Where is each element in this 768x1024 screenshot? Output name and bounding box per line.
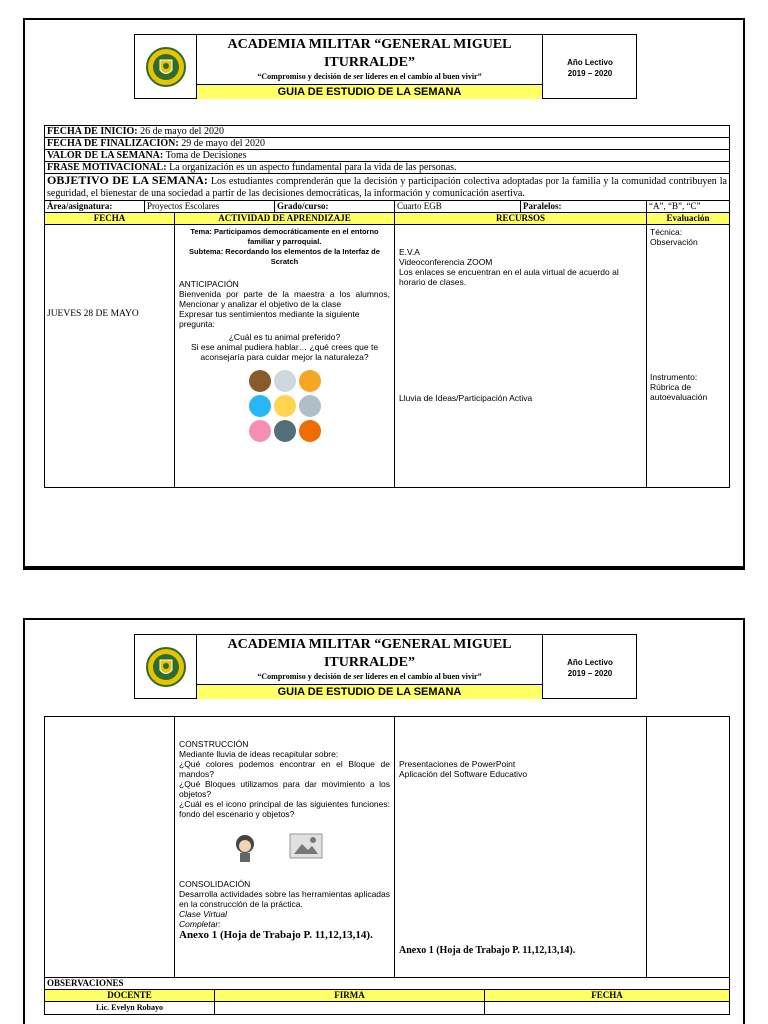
school-year [543,35,637,99]
resource-powerpoint: Presentaciones de PowerPoint [399,759,516,769]
question-nature: Si ese animal pudiera hablar… ¿qué crees que te aconsejaría para cuidar mejor la naturaleza? [190,342,379,362]
docente-label: DOCENTE [45,990,215,1001]
objective-text: Los estudiantes comprenderán que la decisión y participación colectiva adoptadas por la familia y la comunidad contribuyen la seguridad, el bienestar de una sociedad a partir de las decisiones democráticas, la información y comunicación asertiva. [47,176,727,199]
start-date-row [45,126,729,138]
grade-value: Cuarto EGB [395,201,521,212]
row-date: JUEVES 28 DE MAYO [47,309,139,319]
guide-title: GUIA DE ESTUDIO DE LA SEMANA [197,684,542,699]
giraffe-icon [274,395,296,417]
header-recursos: RECURSOS [395,213,647,224]
subject-row [45,201,729,213]
backdrop-image-icon [289,833,323,859]
parallel-value: “A”, “B”, “C” [649,201,701,211]
phrase-text: La organización es un aspecto fundamental para la vida de las personas. [169,162,457,173]
resource-links: Los enlaces se encuentran en el aula virtual de acuerdo al horario de clases. [399,267,619,287]
school-logo [135,35,197,99]
signature-row [45,1002,729,1014]
school-motto: “Compromiso y decisión de ser líderes en el cambio al buen vivir” [257,72,482,81]
grade-label: Grado/curso: [275,201,395,212]
anexo-left: Anexo 1 (Hoja de Trabajo P. 11,12,13,14). [179,929,373,941]
guide-title: GUIA DE ESTUDIO DE LA SEMANA [197,84,542,99]
anexo-right: Anexo 1 (Hoja de Trabajo P. 11,12,13,14). [399,945,576,956]
wolf-icon [274,420,296,442]
question-bloques: ¿Qué Bloques utilizamos para dar movimiento a los objetos? [179,779,390,799]
resource-eva: E.V.A [399,247,420,257]
objective-label: OBJETIVO DE LA SEMANA: [47,173,208,187]
scratch-icons [231,833,390,863]
parallel-label: Paralelos: [521,201,647,212]
observations-section [44,978,730,1015]
school-motto: “Compromiso y decisión de ser líderes en el cambio al buen vivir” [257,672,482,681]
question-icono: ¿Cuál es el icono principal de las siguientes funciones: fondo del escenario y objetos? [179,799,390,819]
pig-icon [249,420,271,442]
week-value-label: VALOR DE LA SEMANA: [47,150,164,161]
eval-tecnica-value: Observación [650,237,698,247]
consolidacion-text: Desarrolla actividades sobre las herramientas aplicadas en la construcción de la práctica. [179,889,390,909]
consolidacion-title: CONSOLIDACIÓN [179,879,251,889]
eval-tecnica-label: Técnica: [650,227,683,237]
tema-text: Tema: Participamos democráticamente en el entorno familiar y parroquial. [190,227,379,246]
construccion-title: CONSTRUCCIÓN [179,739,249,749]
anticipacion-text: Bienvenida por parte de la maestra a los alumnos, Mencionar y analizar el objetivo de la clase [179,289,390,309]
date-cell-2 [45,717,175,977]
year-label: Año Lectivo [567,58,613,67]
school-title-line2: ITURRALDE” [323,655,415,670]
lion-icon [299,370,321,392]
resource-zoom: Videoconferencia ZOOM [399,257,493,267]
area-label: Área/asignatura: [45,201,145,212]
anticipacion-title: ANTICIPACIÓN [179,279,239,289]
resource-software: Aplicación del Software Educativo [399,769,528,779]
title-area-2 [197,635,543,699]
info-table [44,125,730,488]
header-box [134,34,637,99]
bear-icon [249,370,271,392]
week-value-text: Toma de Decisiones [165,150,247,161]
end-date-row [45,138,729,150]
firma-label: FIRMA [215,990,485,1001]
clase-virtual: Clase Virtual [179,909,228,919]
header-actividad: ACTIVIDAD DE APRENDIZAJE [175,213,395,224]
evaluation-cell [647,225,729,487]
shield-icon [146,645,186,689]
elephant-icon [249,395,271,417]
eval-instrument-value: Rúbrica de autoevaluación [650,382,708,402]
animals-image [249,370,390,442]
end-date-label: FECHA DE FINALIZACIÓN: [47,138,179,149]
eval-instrument-label: Instrumento: [650,372,698,382]
phrase-label: FRASE MOTIVACIONAL: [47,162,167,173]
date-cell [45,225,175,487]
fecha-label: FECHA [591,990,623,1000]
firma-value [215,1002,485,1014]
school-title-line2: ITURRALDE” [323,55,415,70]
school-title-line1: ACADEMIA MILITAR “GENERAL MIGUEL [227,37,512,52]
fox-icon [299,420,321,442]
year-value: 2019 – 2020 [567,69,613,78]
activity-row-2 [44,716,730,978]
table-header-row [45,213,729,225]
area-value: Proyectos Escolares [145,201,275,212]
week-value-row [45,150,729,162]
school-year-2 [543,635,637,699]
header-fecha: FECHA [45,213,175,224]
completar-label: Completar: [179,919,221,929]
docente-value: Lic. Evelyn Robayo [45,1002,215,1014]
resources-cell-2 [395,717,647,977]
header-box-2 [134,634,637,699]
school-logo-2 [135,635,197,699]
year-value: 2019 – 2020 [567,669,613,678]
shield-icon [146,45,186,89]
subtema-text: Subtema: Recordando los elementos de la Interfaz de Scratch [189,247,380,266]
year-label: Año Lectivo [567,658,613,667]
activity-cell [175,225,395,487]
rabbit-icon [274,370,296,392]
sprite-icon [231,833,259,863]
construccion-intro: Mediante lluvia de ideas recapitular sobre: [179,749,339,759]
school-title-line1: ACADEMIA MILITAR “GENERAL MIGUEL [227,637,512,652]
cat-icon [299,395,321,417]
observations-label: OBSERVACIONES [45,978,729,990]
resource-lluvia: Lluvia de Ideas/Participación Activa [399,393,533,403]
start-date-value: 26 de mayo del 2020 [140,126,224,137]
title-area [197,35,543,99]
header-evaluacion: Evaluación [666,213,710,223]
signature-header [45,990,729,1002]
document-page-1 [23,18,745,570]
start-date-label: FECHA DE INICIO: [47,126,138,137]
document-page-2 [23,618,745,1024]
expresar-text: Expresar tus sentimientos mediante la siguiente pregunta: [179,309,360,329]
resources-cell [395,225,647,487]
question-animal: ¿Cuál es tu animal preferido? [228,332,341,342]
evaluation-cell-2 [647,717,729,977]
fecha-value [485,1002,729,1014]
end-date-value: 29 de mayo del 2020 [181,138,266,149]
question-colores: ¿Qué colores podemos encontrar en el Bloque de mandos? [179,759,390,779]
objective-row [45,174,729,201]
activity-cell-2 [175,717,395,977]
activity-row [45,225,729,487]
